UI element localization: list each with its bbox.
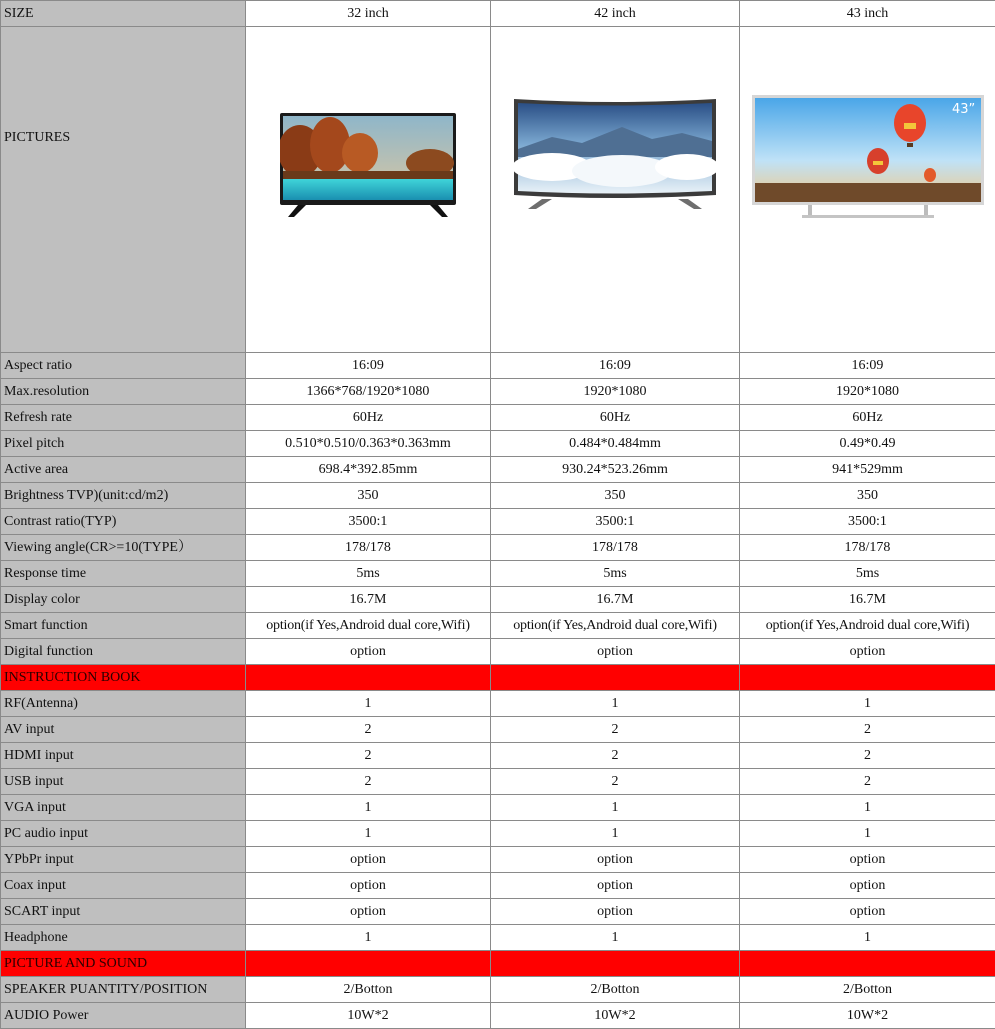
spec-row (1, 431, 995, 457)
row-value: 0.484*0.484mm (491, 431, 740, 457)
row-value: option(if Yes,Android dual core,Wifi) (246, 613, 491, 639)
spec-row (1, 821, 995, 847)
row-label: Brightness TVP)(unit:cd/m2) (1, 483, 246, 509)
section-label: INSTRUCTION BOOK (1, 665, 246, 691)
row-label: YPbPr input (1, 847, 246, 873)
row-value: 5ms (740, 561, 995, 587)
row-value: 10W*2 (491, 1003, 740, 1029)
row-value: 2 (491, 769, 740, 795)
picture-and-sound-section-row (1, 951, 995, 977)
row-value: option (491, 899, 740, 925)
row-value: 941*529mm (740, 457, 995, 483)
spec-row (1, 899, 995, 925)
row-value: 0.510*0.510/0.363*0.363mm (246, 431, 491, 457)
tv-42-curved-clouds-image (512, 97, 718, 211)
row-value: 0.49*0.49 (740, 431, 995, 457)
spec-row (1, 405, 995, 431)
row-label: VGA input (1, 795, 246, 821)
row-value: 1 (740, 691, 995, 717)
row-label: Viewing angle(CR>=10(TYPE） (1, 535, 246, 561)
row-value: 1 (491, 925, 740, 951)
spec-row (1, 509, 995, 535)
row-label: Contrast ratio(TYP) (1, 509, 246, 535)
spec-row (1, 561, 995, 587)
row-label: Pixel pitch (1, 431, 246, 457)
spec-row (1, 587, 995, 613)
row-label: Max.resolution (1, 379, 246, 405)
spec-row (1, 795, 995, 821)
row-value: 178/178 (740, 535, 995, 561)
spec-row (1, 769, 995, 795)
row-label: Coax input (1, 873, 246, 899)
row-value: 16:09 (246, 353, 491, 379)
row-value: option (491, 873, 740, 899)
row-value: 16:09 (491, 353, 740, 379)
row-value: option (246, 639, 491, 665)
row-value: 2 (740, 769, 995, 795)
spec-row (1, 847, 995, 873)
row-label: Display color (1, 587, 246, 613)
tv-cell-43 (740, 27, 995, 353)
row-label: Aspect ratio (1, 353, 246, 379)
row-value: 2/Botton (740, 977, 995, 1003)
row-value: 60Hz (740, 405, 995, 431)
row-label: PICTURES (1, 27, 246, 353)
instruction-book-section-row (1, 665, 995, 691)
tv-size-badge: 43” (952, 102, 975, 117)
spec-row (1, 743, 995, 769)
row-value: option (740, 847, 995, 873)
row-value: option (740, 899, 995, 925)
row-value: 1 (491, 691, 740, 717)
row-value: 350 (740, 483, 995, 509)
spec-row (1, 1003, 995, 1029)
row-value: 10W*2 (246, 1003, 491, 1029)
tv-32-autumn-lake-image (280, 113, 456, 219)
spec-row (1, 535, 995, 561)
row-value: 5ms (246, 561, 491, 587)
row-label: Digital function (1, 639, 246, 665)
row-value: 2/Botton (491, 977, 740, 1003)
row-value: option (246, 847, 491, 873)
row-value: 60Hz (246, 405, 491, 431)
row-value: 60Hz (491, 405, 740, 431)
row-label: RF(Antenna) (1, 691, 246, 717)
row-value: 1 (740, 821, 995, 847)
row-value: 178/178 (246, 535, 491, 561)
row-value: 1 (491, 795, 740, 821)
row-value: option (491, 639, 740, 665)
row-value: 1 (740, 795, 995, 821)
spec-row (1, 925, 995, 951)
row-value: 1 (246, 821, 491, 847)
spec-row (1, 353, 995, 379)
input-specs (1, 691, 995, 951)
row-value: 5ms (491, 561, 740, 587)
row-label: Headphone (1, 925, 246, 951)
row-label: Active area (1, 457, 246, 483)
row-value: option(if Yes,Android dual core,Wifi) (491, 613, 740, 639)
row-label: Smart function (1, 613, 246, 639)
tv-cell-32 (246, 27, 491, 353)
row-value: 1 (246, 691, 491, 717)
row-value: 3500:1 (491, 509, 740, 535)
row-label: SCART input (1, 899, 246, 925)
row-label: HDMI input (1, 743, 246, 769)
row-value: 3500:1 (246, 509, 491, 535)
row-value: option (740, 639, 995, 665)
row-label: AUDIO Power (1, 1003, 246, 1029)
spec-row (1, 457, 995, 483)
sound-specs (1, 977, 995, 1029)
row-value: 1 (740, 925, 995, 951)
spec-row (1, 691, 995, 717)
row-value: 1366*768/1920*1080 (246, 379, 491, 405)
spec-row (1, 873, 995, 899)
row-value: 2 (246, 769, 491, 795)
row-value: 1 (246, 795, 491, 821)
spec-row (1, 717, 995, 743)
row-value: 930.24*523.26mm (491, 457, 740, 483)
row-value: option (246, 899, 491, 925)
row-value: 10W*2 (740, 1003, 995, 1029)
spec-row (1, 483, 995, 509)
row-value: 2 (246, 717, 491, 743)
size-header-row (1, 1, 995, 27)
row-label: USB input (1, 769, 246, 795)
row-value: option (740, 873, 995, 899)
spec-row (1, 977, 995, 1003)
row-value: 16.7M (491, 587, 740, 613)
row-label: SIZE (1, 1, 246, 27)
tv-cell-42 (491, 27, 740, 353)
row-value: 2 (740, 743, 995, 769)
row-value: option (246, 873, 491, 899)
row-label: SPEAKER PUANTITY/POSITION (1, 977, 246, 1003)
row-value: 1 (246, 925, 491, 951)
row-value: 2 (740, 717, 995, 743)
row-value: option (491, 847, 740, 873)
row-value: 1 (491, 821, 740, 847)
spec-row (1, 639, 995, 665)
row-value: 1920*1080 (740, 379, 995, 405)
spec-row (1, 613, 995, 639)
row-value: 2 (246, 743, 491, 769)
row-value: 16.7M (740, 587, 995, 613)
row-label: AV input (1, 717, 246, 743)
row-value: 698.4*392.85mm (246, 457, 491, 483)
section-label: PICTURE AND SOUND (1, 951, 246, 977)
row-value: 350 (491, 483, 740, 509)
row-value: option(if Yes,Android dual core,Wifi) (740, 613, 995, 639)
size-42: 42 inch (491, 1, 740, 27)
row-value: 2 (491, 743, 740, 769)
row-value: 178/178 (491, 535, 740, 561)
row-value: 1920*1080 (491, 379, 740, 405)
row-value: 350 (246, 483, 491, 509)
row-value: 16.7M (246, 587, 491, 613)
row-value: 2/Botton (246, 977, 491, 1003)
row-label: Response time (1, 561, 246, 587)
row-label: PC audio input (1, 821, 246, 847)
row-value: 16:09 (740, 353, 995, 379)
row-label: Refresh rate (1, 405, 246, 431)
row-value: 2 (491, 717, 740, 743)
size-32: 32 inch (246, 1, 491, 27)
row-value: 3500:1 (740, 509, 995, 535)
pictures-row (1, 27, 995, 353)
spec-row (1, 379, 995, 405)
tv-43-balloons-image (752, 95, 984, 221)
display-specs (1, 353, 995, 665)
size-43: 43 inch (740, 1, 995, 27)
